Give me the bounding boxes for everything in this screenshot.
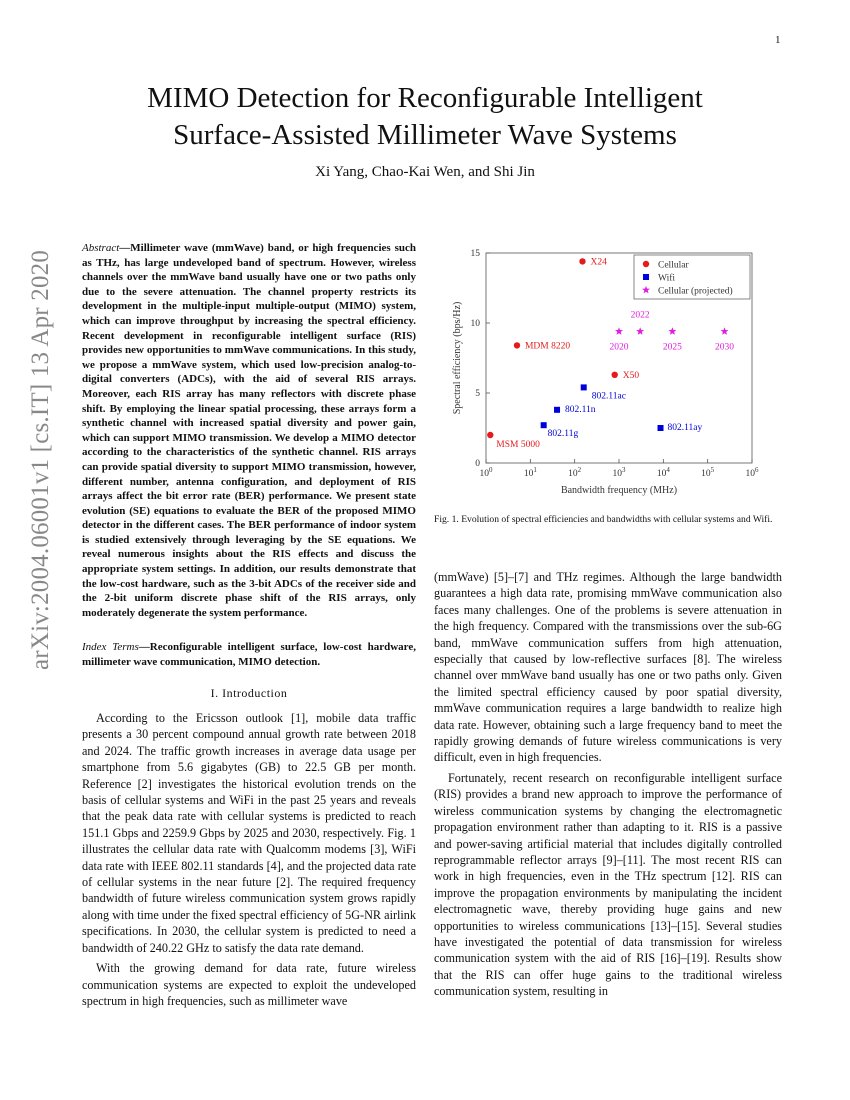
abstract [82, 241, 416, 620]
title-line-1: MIMO Detection for Reconfigurable Intelligent [147, 82, 703, 114]
left-column-body [82, 710, 416, 1009]
paragraph: With the growing demand for data rate, future wireless communication systems are expected to exploit the undeveloped spectrum in high frequencies, such as millimeter wave [82, 961, 416, 1008]
title-line-2: Surface-Assisted Millimeter Wave Systems [173, 119, 677, 151]
figure-1 [434, 243, 782, 503]
data-point-star [668, 327, 676, 335]
paragraph: (mmWave) [5]–[7] and THz regimes. Although the large bandwidth guarantees a high data rate, promising mmWave communication also faces many challenges. One of the problems is severe attenuation in the high frequency. Compared with the transmissions over the sub-6G band, mmWave communication suffers from high attenuation, especially that caused by low-reflective surfaces [8]. The wireless channel over mmWave band usually has one or two paths only. Given the limited spectral efficiency caused by poor spatial diversity, mmWave communication requires a large bandwidth to realize high data rate. However, obtaining such a large frequency band to meet the rapidly growing demands of future wireless communications is very difficult, even in high frequencies. [434, 570, 782, 765]
chart [434, 243, 782, 503]
point-label: 2025 [662, 342, 682, 353]
point-label: MDM 8220 [524, 341, 571, 352]
x-tick-label: $10^6$ [745, 466, 759, 479]
abstract-text: —Millimeter wave (mmWave) band, or high frequencies such as THz, has large undeveloped band of spectrum. However, wireless channels over the mmWave band usually have one or two paths only due to the severe attenuation. The channel property restricts its development in the multiple-input multiple-output (MIMO) system, which can improve throughput by increasing the spectral efficiency. Recent development in reconfigurable intelligent surface (RIS) provides new opportunities to mmWave communications. In this study, we propose a mmWave system, which used low-precision analog-to-digital converters (ADCs), with the aid of several RIS arrays. Moreover, each RIS array has many reflectors with discrete phase shift. By employing the linear spatial processing, these arrays form a synthetic channel with increased spatial diversity and power gain, which can support MIMO transmission. We develop a MIMO detector according to the characteristics of the synthetic channel. RIS arrays can provide spatial diversity to support MIMO transmission, however, different number, antenna configuration, and deployment of RIS arrays affect the bit error rate (BER) performance. We present state evolution (SE) equations to evaluate the BER of the proposed MIMO detector in the different cases. The BER performance of indoor system is studied extensively through leveraging by the SE equations. We reveal numerous insights about the RIS effects and discuss the appropriate system settings. In addition, our results demonstrate that the low-cost hardware, such as the 3-bit ADCs of the receiver side and the 2-bit uniform discrete phase shift of the RIS arrays, only moderately degenerate the system performance. [82, 242, 416, 619]
point-label: 2030 [715, 342, 735, 353]
page-number: 1 [775, 34, 781, 46]
legend-marker-circle [643, 261, 649, 267]
data-point-star [615, 327, 623, 335]
legend-label: Wifi [658, 273, 676, 284]
point-label: 802.11g [547, 429, 579, 440]
data-point-square [581, 384, 587, 390]
data-point-circle [487, 432, 493, 438]
index-terms-label: Index Terms [82, 641, 139, 653]
legend-marker-square [643, 274, 649, 280]
legend-label: Cellular [658, 260, 689, 271]
abstract-label: Abstract [82, 242, 120, 254]
x-tick-label: $10^0$ [479, 466, 493, 479]
figure-caption: Fig. 1. Evolution of spectral efficiencies and bandwidths with cellular systems and Wifi. [434, 514, 773, 525]
data-point-square [658, 425, 664, 431]
point-label: X50 [622, 370, 640, 381]
x-tick-label: $10^1$ [523, 466, 537, 479]
index-terms-text: —Reconfigurable intelligent surface, low-cost hardware, millimeter wave communication, MIMO detection. [82, 641, 416, 668]
section-heading: I. Introduction [210, 686, 288, 700]
right-column-body [434, 569, 782, 1000]
data-point-circle [579, 258, 585, 264]
legend-label: Cellular (projected) [658, 286, 733, 297]
data-point-star [721, 327, 729, 335]
point-label: 802.11n [565, 404, 596, 415]
index-terms [82, 640, 416, 669]
point-label: 2022 [630, 310, 650, 321]
data-point-square [541, 422, 547, 428]
y-tick-label: 5 [475, 389, 480, 399]
x-tick-label: $10^5$ [701, 466, 715, 479]
x-axis-label: Bandwidth frequency (MHz) [560, 485, 678, 496]
paper-title [60, 80, 790, 154]
data-point-circle [612, 372, 618, 378]
x-tick-label: $10^3$ [612, 466, 626, 479]
data-point-square [554, 407, 560, 413]
data-point-circle [514, 342, 520, 348]
authors: Xi Yang, Chao-Kai Wen, and Shi Jin [315, 164, 535, 180]
point-label: MSM 5000 [496, 440, 540, 450]
x-tick-label: $10^2$ [568, 466, 582, 479]
y-axis-label: Spectral efficiency (bps/Hz) [452, 301, 463, 415]
y-tick-label: 10 [470, 319, 480, 329]
x-tick-label: $10^4$ [656, 466, 670, 479]
y-tick-label: 0 [475, 459, 480, 469]
point-label: 802.11ay [667, 423, 703, 433]
point-label: 802.11ac [591, 391, 626, 402]
y-tick-label: 15 [470, 249, 480, 259]
data-point-star [636, 327, 644, 335]
arxiv-stamp: arXiv:2004.06001v1 [cs.IT] 13 Apr 2020 [27, 249, 54, 670]
paragraph: According to the Ericsson outlook [1], mobile data traffic presents a 30 percent compound annual growth rate between 2018 and 2024. The traffic growth increases in average data usage per smartphone from 5.6 gigabytes (GB) to 22.5 GB per month. Reference [2] investigates the historical evolution trends on the basis of cellular systems and WiFi in the past 25 years and reveals that the peak data rate with cellular systems is predicted to reach 151.1 Gbps and 2259.9 Gbps by 2025 and 2030, respectively. Fig. 1 illustrates the cellular data rate with Qualcomm modems [3], WiFi data rate with IEEE 802.11 standards [4], and the projected data rate of cellular systems in the near future [2]. The required frequency bandwidth of future wireless communication system grows rapidly along with time under the fixed spectral efficiency of 5G-NR airlink specifications. In 2030, the cellular system is predicted to need a bandwidth of 240.22 GHz to satisfy the data rate demand. [82, 711, 416, 955]
point-label: X24 [590, 257, 607, 268]
point-label: 2020 [609, 342, 629, 353]
paragraph: Fortunately, recent research on reconfigurable intelligent surface (RIS) provides a brand new approach to improve the performance of wireless communication systems by changing the electromagnetic propagation environment rather than adapting to it. RIS is a passive and power-saving artificial material that includes digitally controlled reprogrammable reflector arrays [9]–[11]. The most recent RIS can work in high frequencies, even in the THz spectrum [12]. RIS can improve the propagation environments by manipulating the incident electromagnetic wave, thereby providing huge gains and new opportunities to wireless communications [13]–[15]. Several studies have investigated the potential of data transmission for wireless communication system with the aid of RIS [16]–[19]. Results show that the RIS can offer huge gains to the traditional wireless communication system, resulting in [434, 770, 782, 999]
